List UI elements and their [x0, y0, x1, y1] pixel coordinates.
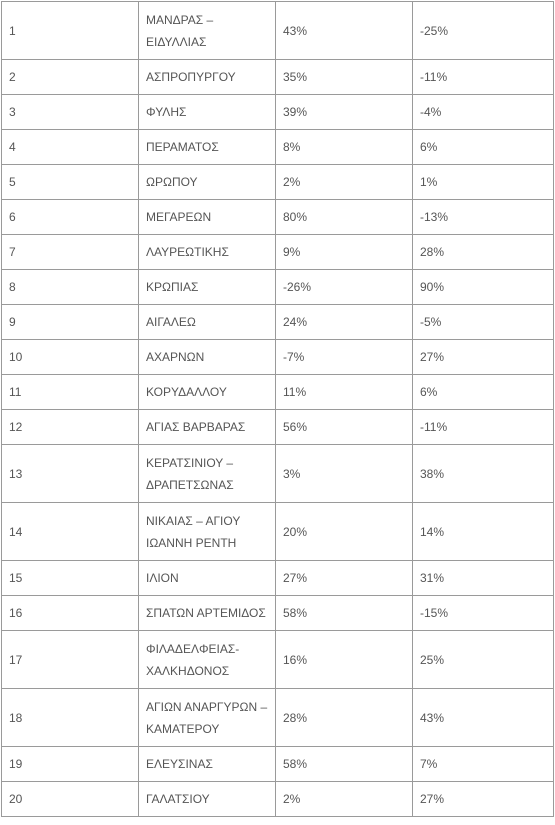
- table-row: [2, 2, 554, 60]
- table-row: [2, 340, 554, 375]
- value-cell-1: 3%: [276, 445, 413, 503]
- value-cell-1: 24%: [276, 305, 413, 340]
- value-cell-1: 2%: [276, 165, 413, 200]
- municipality-cell: ΝΙΚΑΙΑΣ – ΑΓΙΟΥ ΙΩΑΝΝΗ ΡΕΝΤΗ: [139, 503, 276, 561]
- rank-cell: 11: [2, 375, 139, 410]
- table-row: [2, 689, 554, 747]
- table-row: [2, 503, 554, 561]
- value-cell-2: -11%: [413, 60, 554, 95]
- municipality-cell: ΠΕΡΑΜΑΤΟΣ: [139, 130, 276, 165]
- table-row: [2, 305, 554, 340]
- rank-cell: 19: [2, 747, 139, 782]
- rank-cell: 16: [2, 596, 139, 631]
- value-cell-2: 27%: [413, 782, 554, 817]
- municipality-cell: ΚΡΩΠΙΑΣ: [139, 270, 276, 305]
- value-cell-2: 14%: [413, 503, 554, 561]
- value-cell-2: 28%: [413, 235, 554, 270]
- municipality-cell: ΑΓΙΩΝ ΑΝΑΡΓΥΡΩΝ – ΚΑΜΑΤΕΡΟΥ: [139, 689, 276, 747]
- rank-cell: 8: [2, 270, 139, 305]
- municipality-cell: ΚΟΡΥΔΑΛΛΟΥ: [139, 375, 276, 410]
- value-cell-2: 25%: [413, 631, 554, 689]
- value-cell-1: 43%: [276, 2, 413, 60]
- table-row: [2, 596, 554, 631]
- municipality-cell: ΜΕΓΑΡΕΩΝ: [139, 200, 276, 235]
- value-cell-2: -4%: [413, 95, 554, 130]
- municipality-cell: ΓΑΛΑΤΣΙΟΥ: [139, 782, 276, 817]
- value-cell-2: 31%: [413, 561, 554, 596]
- rank-cell: 4: [2, 130, 139, 165]
- table-row: [2, 445, 554, 503]
- table-row: [2, 200, 554, 235]
- municipality-cell: ΚΕΡΑΤΣΙΝΙΟΥ – ΔΡΑΠΕΤΣΩΝΑΣ: [139, 445, 276, 503]
- value-cell-2: 27%: [413, 340, 554, 375]
- municipality-cell: ΑΣΠΡΟΠΥΡΓΟΥ: [139, 60, 276, 95]
- rank-cell: 1: [2, 2, 139, 60]
- municipality-cell: ΑΙΓΑΛΕΩ: [139, 305, 276, 340]
- table-row: [2, 782, 554, 817]
- value-cell-2: 6%: [413, 375, 554, 410]
- rank-cell: 5: [2, 165, 139, 200]
- rank-cell: 15: [2, 561, 139, 596]
- value-cell-1: -26%: [276, 270, 413, 305]
- municipality-cell: ΦΥΛΗΣ: [139, 95, 276, 130]
- municipality-table: [1, 1, 554, 817]
- value-cell-2: -25%: [413, 2, 554, 60]
- rank-cell: 9: [2, 305, 139, 340]
- value-cell-1: 58%: [276, 596, 413, 631]
- rank-cell: 2: [2, 60, 139, 95]
- value-cell-1: -7%: [276, 340, 413, 375]
- value-cell-1: 27%: [276, 561, 413, 596]
- rank-cell: 17: [2, 631, 139, 689]
- value-cell-1: 20%: [276, 503, 413, 561]
- value-cell-2: 90%: [413, 270, 554, 305]
- municipality-cell: ΩΡΩΠΟΥ: [139, 165, 276, 200]
- value-cell-2: -11%: [413, 410, 554, 445]
- municipality-cell: ΣΠΑΤΩΝ ΑΡΤΕΜΙΔΟΣ: [139, 596, 276, 631]
- rank-cell: 18: [2, 689, 139, 747]
- table-row: [2, 410, 554, 445]
- municipality-cell: ΙΛΙΟΝ: [139, 561, 276, 596]
- value-cell-2: -13%: [413, 200, 554, 235]
- rank-cell: 14: [2, 503, 139, 561]
- municipality-cell: ΕΛΕΥΣΙΝΑΣ: [139, 747, 276, 782]
- value-cell-2: -5%: [413, 305, 554, 340]
- municipality-cell: ΑΧΑΡΝΩΝ: [139, 340, 276, 375]
- value-cell-1: 2%: [276, 782, 413, 817]
- value-cell-2: 43%: [413, 689, 554, 747]
- rank-cell: 10: [2, 340, 139, 375]
- rank-cell: 13: [2, 445, 139, 503]
- rank-cell: 6: [2, 200, 139, 235]
- table-row: [2, 95, 554, 130]
- rank-cell: 7: [2, 235, 139, 270]
- rank-cell: 12: [2, 410, 139, 445]
- value-cell-1: 39%: [276, 95, 413, 130]
- table-row: [2, 561, 554, 596]
- value-cell-2: 6%: [413, 130, 554, 165]
- value-cell-2: 38%: [413, 445, 554, 503]
- table-row: [2, 60, 554, 95]
- table-row: [2, 235, 554, 270]
- rank-cell: 3: [2, 95, 139, 130]
- table-row: [2, 270, 554, 305]
- value-cell-2: 1%: [413, 165, 554, 200]
- table-row: [2, 631, 554, 689]
- value-cell-1: 35%: [276, 60, 413, 95]
- municipality-cell: ΜΑΝΔΡΑΣ – ΕΙΔΥΛΛΙΑΣ: [139, 2, 276, 60]
- table-row: [2, 165, 554, 200]
- value-cell-1: 9%: [276, 235, 413, 270]
- table-row: [2, 747, 554, 782]
- value-cell-1: 80%: [276, 200, 413, 235]
- table-row: [2, 130, 554, 165]
- value-cell-1: 28%: [276, 689, 413, 747]
- value-cell-1: 16%: [276, 631, 413, 689]
- value-cell-1: 8%: [276, 130, 413, 165]
- value-cell-1: 58%: [276, 747, 413, 782]
- value-cell-1: 56%: [276, 410, 413, 445]
- value-cell-2: 7%: [413, 747, 554, 782]
- municipality-cell: ΛΑΥΡΕΩΤΙΚΗΣ: [139, 235, 276, 270]
- municipality-cell: ΦΙΛΑΔΕΛΦΕΙΑΣ-ΧΑΛΚΗΔΟΝΟΣ: [139, 631, 276, 689]
- municipality-cell: ΑΓΙΑΣ ΒΑΡΒΑΡΑΣ: [139, 410, 276, 445]
- value-cell-2: -15%: [413, 596, 554, 631]
- rank-cell: 20: [2, 782, 139, 817]
- value-cell-1: 11%: [276, 375, 413, 410]
- table-row: [2, 375, 554, 410]
